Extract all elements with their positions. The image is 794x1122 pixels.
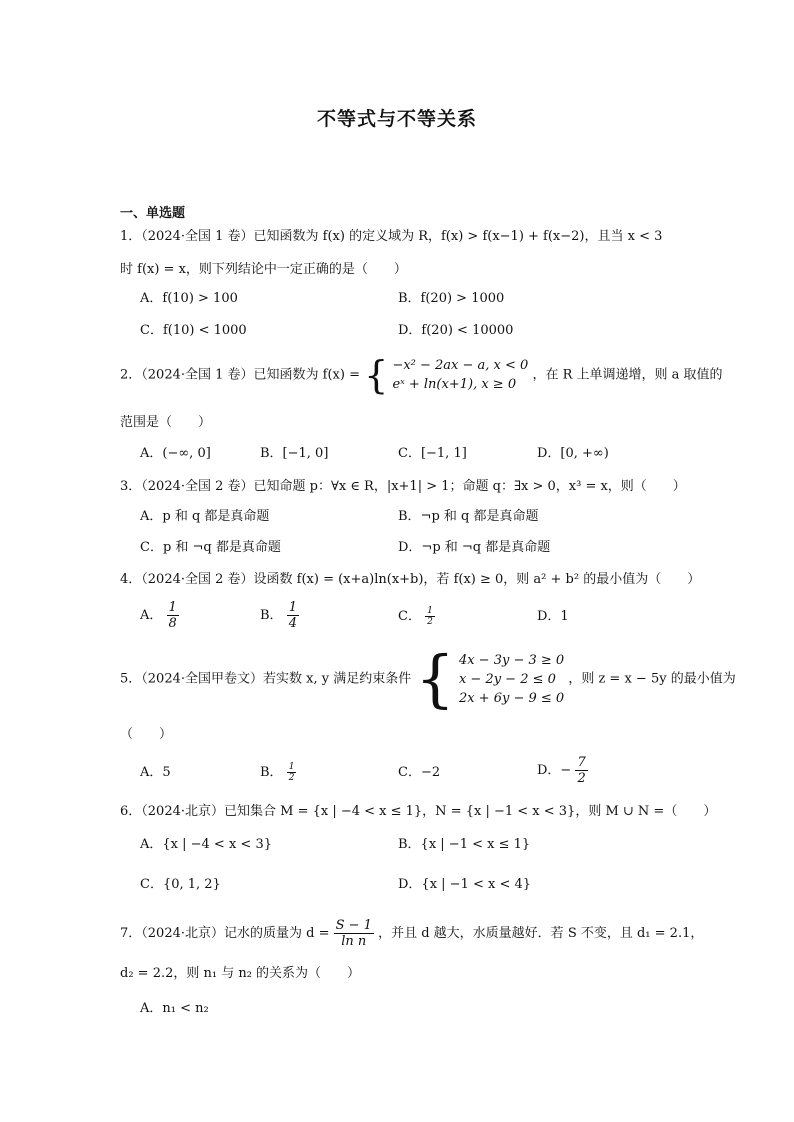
q4-option-c xyxy=(398,606,435,627)
q1-option-b: B．f(20) > 1000 xyxy=(398,291,505,306)
q5-option-d-frac xyxy=(575,755,587,786)
q2-piece-1: −x² − 2ax − a, x < 0 xyxy=(392,358,529,373)
q1-line-1: 1．（2024·全国 1 卷）已知函数为 f(x) 的定义域为 R，f(x) > f(x−1) + f(x−2)，且当 x < 3 xyxy=(120,229,663,244)
q5-stem-pre: 5．（2024·全国甲卷文）若实数 x, y 满足约束条件 xyxy=(120,671,412,687)
q2-stem-pre: 2．（2024·全国 1 卷）已知函数为 f(x) = xyxy=(120,367,360,383)
q5-option-b-label: B． xyxy=(260,765,283,780)
q4-option-c-label: C． xyxy=(398,609,421,624)
q2-option-d: D．[0, +∞) xyxy=(537,446,609,461)
q6-option-a: A．{x | −4 < x < 3} xyxy=(140,837,272,852)
q1-line-2: 时 f(x) = x，则下列结论中一定正确的是（ ） xyxy=(120,262,407,277)
q2-option-c: C．[−1, 1] xyxy=(398,446,467,461)
q2-option-b: B．[−1, 0] xyxy=(260,446,329,461)
q5-system xyxy=(415,642,565,715)
q2-stem-post: ，在 R 上单调递增，则 a 取值的 xyxy=(532,367,723,383)
q3-option-c: C．p 和 ¬q 都是真命题 xyxy=(140,540,281,555)
q6-option-b: B．{x | −1 < x ≤ 1} xyxy=(398,837,531,852)
q5-constraint-2: x − 2y − 2 ≤ 0 xyxy=(458,671,556,687)
q4-option-b xyxy=(260,600,299,631)
q3-option-a: A．p 和 q 都是真命题 xyxy=(140,509,270,524)
q5-option-d-label: D．− xyxy=(537,763,572,778)
q6-option-d: D．{x | −1 < x < 4} xyxy=(398,877,532,892)
q4-option-a-label: A． xyxy=(140,608,163,623)
page-title: 不等式与不等关系 xyxy=(316,108,477,130)
q5-option-c: C．−2 xyxy=(398,765,441,780)
q5-constraint-3: 2x + 6y − 9 ≤ 0 xyxy=(458,690,565,706)
q4-c-den: 2 xyxy=(427,617,433,627)
q1-option-a: A．f(10) > 100 xyxy=(140,291,238,306)
q2-option-a: A．(−∞, 0] xyxy=(140,446,211,461)
q2-pieces xyxy=(392,356,528,394)
q4-option-b-frac xyxy=(287,600,299,631)
q5-constraints xyxy=(459,651,564,708)
q7-frac-den: ln n xyxy=(341,934,367,949)
q3-option-d: D．¬p 和 ¬q 都是真命题 xyxy=(398,540,551,555)
q7-frac-num: S − 1 xyxy=(335,918,372,933)
q2-brace: { xyxy=(364,353,389,397)
q5-option-d xyxy=(537,755,588,786)
q4-line: 4．（2024·全国 2 卷）设函数 f(x) = (x+a)ln(x+b)，若 f(x) ≥ 0，则 a² + b² 的最小值为（ ） xyxy=(120,572,701,587)
q4-option-a-frac xyxy=(167,600,179,631)
q5-b-den: 2 xyxy=(288,773,295,783)
q4-b-den: 4 xyxy=(288,616,297,631)
q1-option-d: D．f(20) < 10000 xyxy=(398,323,514,338)
q7-line-2: d₂ = 2.2，则 n₁ 与 n₂ 的关系为（ ） xyxy=(120,966,361,981)
q2-line-2: 范围是（ ） xyxy=(120,415,212,430)
q4-a-num: 1 xyxy=(168,600,177,615)
q7-option-a: A．n₁ < n₂ xyxy=(140,1001,209,1016)
q5-constraint-1: 4x − 3y − 3 ≥ 0 xyxy=(458,652,565,668)
q2-piecewise xyxy=(364,353,529,397)
q4-option-c-frac xyxy=(425,606,435,627)
q5-option-b-frac xyxy=(287,762,297,783)
q3-option-b: B．¬p 和 q 都是真命题 xyxy=(398,509,539,524)
q4-b-num: 1 xyxy=(288,600,297,615)
q5-stem-post: ，则 z = x − 5y 的最小值为 xyxy=(568,671,736,687)
q6-line: 6．（2024·北京）已知集合 M = {x | −4 < x ≤ 1}，N = {x | −1 < x < 3}，则 M ∪ N =（ ） xyxy=(120,804,717,819)
q7-frac xyxy=(334,918,374,949)
q5-option-a: A．5 xyxy=(140,765,171,780)
q5-option-b xyxy=(260,762,296,783)
q5-d-num: 7 xyxy=(577,755,586,770)
q4-option-a xyxy=(140,600,179,631)
q2-stem xyxy=(120,353,723,397)
q5-b-num: 1 xyxy=(288,762,295,772)
q6-option-c: C．{0, 1, 2} xyxy=(140,877,221,892)
q3-line: 3．（2024·全国 2 卷）已知命题 p：∀x ∈ R，|x+1| > 1；命题 q：∃x > 0，x³ = x，则（ ） xyxy=(120,479,686,494)
q5-d-den: 2 xyxy=(577,771,586,786)
q7-stem xyxy=(120,918,703,949)
q4-a-den: 8 xyxy=(168,616,177,631)
q2-piece-2: eˣ + ln(x+1), x ≥ 0 xyxy=(392,377,517,392)
q4-option-d: D．1 xyxy=(537,609,569,624)
q4-c-num: 1 xyxy=(427,606,433,616)
q4-option-b-label: B． xyxy=(260,608,283,623)
q5-stem xyxy=(120,642,736,715)
q5-brace: { xyxy=(415,642,455,715)
q1-option-c: C．f(10) < 1000 xyxy=(140,323,247,338)
q5-line-2: （ ） xyxy=(120,727,173,742)
section-heading: 一、单选题 xyxy=(120,206,186,221)
q7-stem-pre: 7．（2024·北京）记水的质量为 d = xyxy=(120,926,330,941)
q7-stem-post: ，并且 d 越大，水质量越好．若 S 不变，且 d₁ = 2.1， xyxy=(378,926,704,941)
